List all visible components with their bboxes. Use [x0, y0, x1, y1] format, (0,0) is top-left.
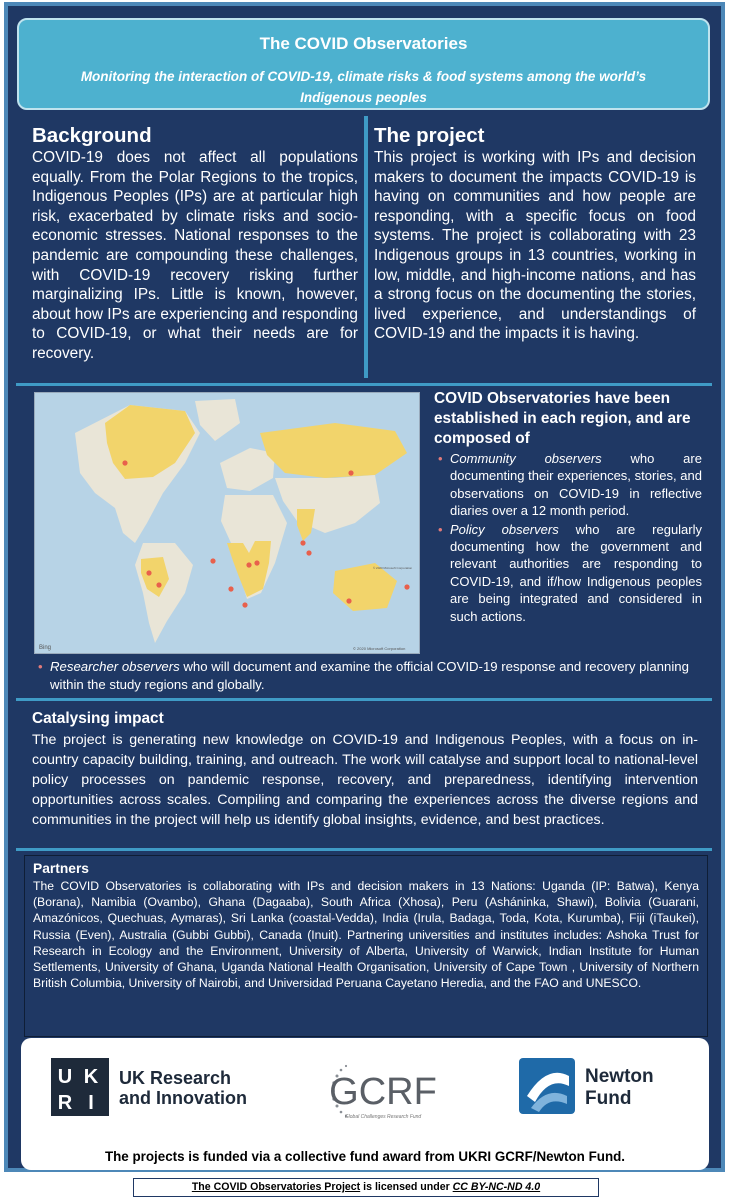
gcrf-logo — [311, 1056, 441, 1126]
world-map-graphic — [35, 393, 420, 654]
bing-label: Bing — [39, 645, 52, 651]
marker-namibia — [228, 586, 233, 591]
svg-text:I: I — [88, 1092, 94, 1114]
svg-text:R: R — [57, 1092, 73, 1114]
observatories-section — [434, 389, 702, 625]
svg-text:U: U — [57, 1066, 73, 1088]
ukri-line-2: and Innovation — [119, 1088, 247, 1108]
project-section — [374, 124, 696, 344]
divider-2 — [16, 698, 712, 701]
title-banner — [17, 18, 710, 110]
poster-subtitle: Monitoring the interaction of COVID-19, climate risks & food systems among the world’s Indigenous peoples — [80, 69, 647, 105]
poster-title: The COVID Observatories — [259, 34, 468, 53]
svg-text:Global Challenges Research Fun: Global Challenges Research Fund — [344, 1114, 422, 1120]
background-section — [32, 124, 358, 364]
funding-statement: The projects is funded via a collective fund award from UKRI GCRF/Newton Fund. — [104, 1149, 626, 1164]
marker-peru — [146, 570, 151, 575]
marker-india — [300, 540, 305, 545]
background-heading: Background — [32, 124, 152, 147]
svg-text:GCRF: GCRF — [329, 1071, 437, 1113]
ukri-logo-text — [119, 1068, 247, 1108]
svg-text:K: K — [83, 1066, 99, 1088]
background-text: COVID-19 does not affect all populations equally. From the Polar Regions to the tropics, Indigenous Peoples (IPs) are at particular high risk, exacerbated by climate risks and socio-economic stresses. National responses to the pandemic are compounding these challenges, with COVID-19 recovery risking further marginalizing IPs. Little is known, however, about how IPs are experiencing and responding to COVID-19, or what their needs are for recovery. — [32, 149, 358, 362]
license-notice — [133, 1178, 599, 1197]
catalysing-heading: Catalysing impact — [32, 710, 164, 727]
marker-southafrica — [242, 602, 247, 607]
marker-australia — [346, 598, 351, 603]
divider-1 — [16, 383, 712, 386]
list-item-community — [434, 450, 702, 520]
list-item-researcher — [36, 658, 700, 694]
project-name-link[interactable]: The COVID Observatories Project — [191, 1181, 361, 1193]
researcher-observers-label: Researcher observers — [50, 659, 180, 674]
svg-text:Fund: Fund — [585, 1088, 632, 1109]
community-observers-label: Community observers — [450, 451, 602, 466]
observatories-heading: COVID Observatories have been established in each region, and are composed of — [434, 390, 691, 447]
ukri-logo-mark — [51, 1058, 109, 1116]
marker-russia — [348, 470, 353, 475]
marker-ghana — [210, 558, 215, 563]
partners-heading: Partners — [33, 861, 89, 876]
newton-fund-logo — [517, 1056, 687, 1116]
policy-observers-label: Policy observers — [450, 521, 559, 537]
divider-3 — [16, 848, 712, 851]
bullet-icon: • — [438, 521, 443, 537]
marker-uganda — [246, 562, 251, 567]
map-copyright-inner: © 2020 Microsoft Corporation — [373, 566, 413, 570]
marker-bolivia — [156, 582, 161, 587]
community-observers-text: who are documenting their experiences, stories, and observations on COVID-19 in reflective diaries over a 12 month period. — [450, 451, 702, 519]
marker-srilanka — [306, 550, 311, 555]
list-item-policy — [434, 521, 702, 625]
observer-list — [434, 450, 702, 625]
bullet-icon: • — [438, 451, 443, 466]
bullet-icon: • — [38, 659, 43, 674]
researcher-observers-text: who will document and examine the official COVID-19 response and recovery planning within the study regions and globally. — [50, 659, 689, 692]
partners-section — [24, 855, 708, 1037]
vertical-divider — [364, 116, 368, 378]
marker-canada — [122, 460, 127, 465]
partners-text: The COVID Observatories is collaborating with IPs and decision makers in 13 Nations: Uganda (IP: Batwa), Kenya (Borana), Namibia (Ovambo), Ghana (Dagaaba), South Africa (Xhosa), Peru (Asháninka, Shawi), Bolivia (Guarani, Amazónicos, Quechuas, Aymaras), Sri Lanka (coastal-Vedda), India (Irula, Badaga, Toda, Kota, Kurumba), Fiji (iTaukei), Russia (Even), Australia (Gubbi Gubbi), Canada (Inuit). Partnering universities and institutes includes: Ashoka Trust for Research in Ecology and the Environment, University of Alberta, University of Warwick, Indian Institute for Human Settlements, University of Ghana, Uganda National Health Organisation, University of Cape Town , University of Northern British Columbia, University of Nairobi, and Universidad Peruana Cayetano Heredia, and the FAO and UNESCO. — [33, 879, 699, 991]
project-heading: The project — [374, 124, 485, 147]
marker-kenya — [254, 560, 259, 565]
project-text: This project is working with IPs and decision makers to document the impacts COVID-19 is having on communities and how people are responding, with a specific focus on food systems. The project is collaborating with 23 Indigenous groups in 13 countries, working in low, middle, and high-income nations, and has a strong focus on the documenting the stories, lived experience, and understandings of COVID-19 and the impacts it is having. — [374, 149, 696, 343]
ukri-line-1: UK Research — [119, 1068, 232, 1088]
map-copyright: © 2020 Microsoft Corporation — [353, 646, 406, 651]
policy-observers-text: who are regularly documenting how the government and relevant authorities are responding to COVID-19, and if/how Indigenous peoples are being integrated and considered in such actions. — [450, 521, 703, 624]
svg-text:Newton: Newton — [585, 1066, 654, 1087]
funders-panel — [21, 1038, 709, 1170]
world-map — [34, 392, 420, 654]
marker-fiji — [404, 584, 409, 589]
license-link[interactable]: CC BY-NC-ND 4.0 — [452, 1181, 541, 1193]
catalysing-section — [32, 708, 698, 830]
license-middle-text: is licensed under — [360, 1181, 453, 1193]
catalysing-text: The project is generating new knowledge on COVID-19 and Indigenous Peoples, with a focus on in-country capacity building, training, and outreach. The work will catalyse and support local to national-level policy processes on pandemic response, recovery, and preparedness, identifying intervention opportunities across scales. Compiling and comparing the experiences across the diverse regions and communities in the project will help us identify global insights, evidence, and best practices. — [32, 732, 698, 828]
